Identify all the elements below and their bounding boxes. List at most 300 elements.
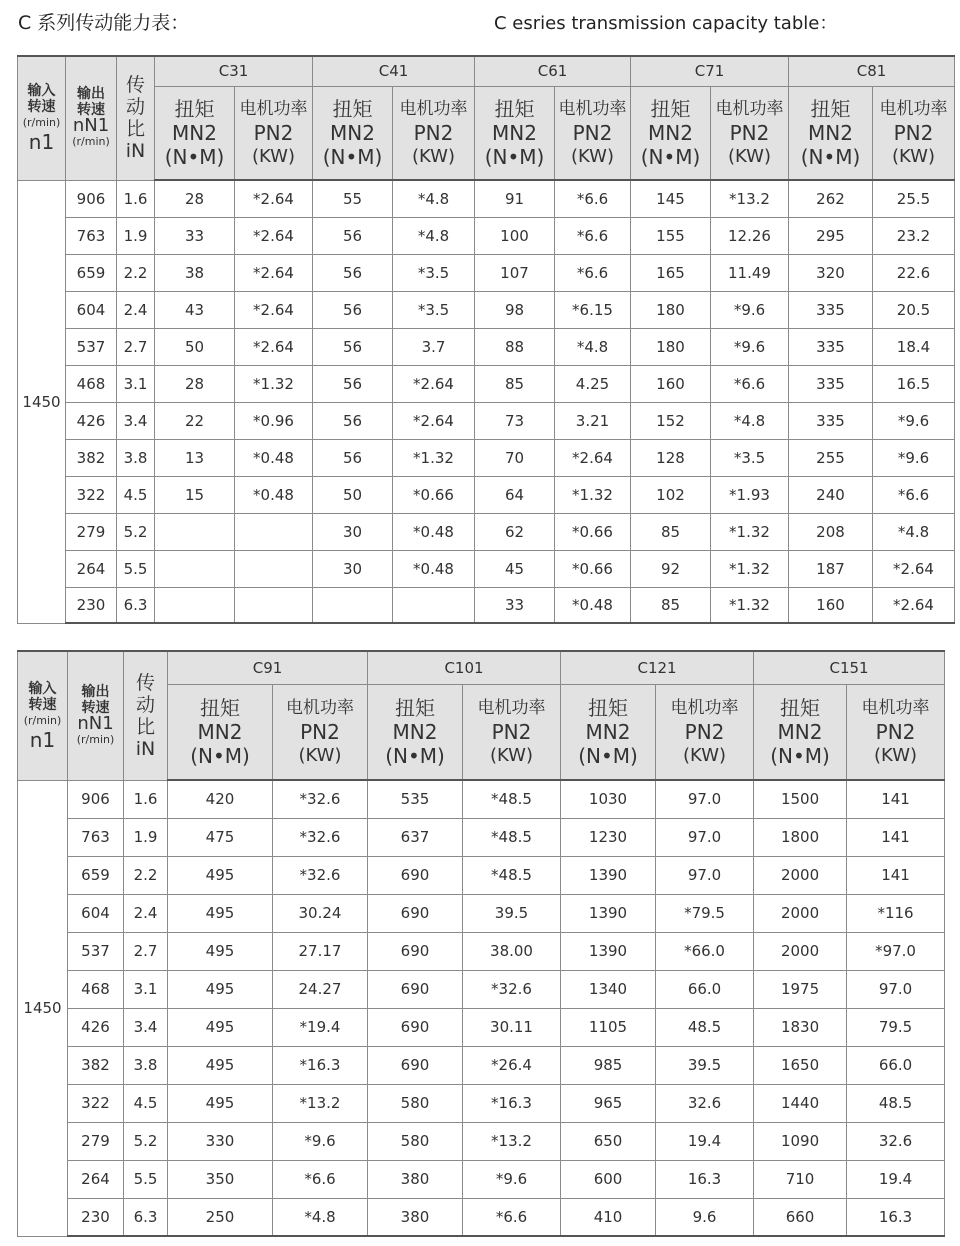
table-row (18, 1084, 945, 1122)
header-line: (KW) (683, 744, 727, 766)
torque-cell: 1230 (561, 818, 656, 856)
torque-cell: 85 (475, 365, 555, 402)
header-line: 电机功率 (879, 98, 948, 119)
output-speed-cell: 537 (66, 328, 117, 365)
torque-cell: 495 (168, 894, 273, 932)
torque-cell: 495 (168, 1008, 273, 1046)
header-line: MN2 (392, 719, 438, 744)
header-line: PN2 (729, 120, 770, 145)
power-cell: *13.2 (463, 1122, 561, 1160)
torque-cell: 56 (313, 328, 393, 365)
header-line: 输入 (28, 680, 57, 697)
header-line: PN2 (893, 120, 934, 145)
header-line: (KW) (727, 145, 771, 167)
table-row (18, 587, 955, 623)
output-speed-cell: 426 (66, 402, 117, 439)
header-power (393, 86, 475, 180)
power-cell: *48.5 (463, 818, 561, 856)
header-line: MN2 (808, 120, 853, 145)
model-header: C71 (631, 56, 789, 86)
ratio-cell: 3.8 (117, 439, 155, 476)
header-input-speed (18, 56, 66, 180)
torque-cell: 1390 (561, 894, 656, 932)
power-cell: 27.17 (273, 932, 368, 970)
model-header: C101 (368, 651, 561, 684)
output-speed-cell: 468 (68, 970, 124, 1008)
header-line: iN (125, 140, 146, 163)
model-header: C151 (754, 651, 945, 684)
header-torque (368, 684, 463, 780)
power-cell: *9.6 (273, 1122, 368, 1160)
power-cell: *3.5 (711, 439, 789, 476)
power-cell: *26.4 (463, 1046, 561, 1084)
torque-cell: 152 (631, 402, 711, 439)
table-row (18, 254, 955, 291)
header-line: 电机功率 (477, 697, 546, 718)
table-row (18, 365, 955, 402)
power-cell: *0.48 (235, 476, 313, 513)
torque-cell: 145 (631, 180, 711, 217)
header-line: 电机功率 (670, 697, 739, 718)
power-cell: 79.5 (847, 1008, 945, 1046)
output-speed-cell: 279 (66, 513, 117, 550)
power-cell: 141 (847, 818, 945, 856)
header-power (273, 684, 368, 780)
power-cell: *4.8 (711, 402, 789, 439)
table-row (18, 476, 955, 513)
ratio-cell: 5.2 (124, 1122, 168, 1160)
output-speed-cell: 382 (66, 439, 117, 476)
torque-cell: 64 (475, 476, 555, 513)
power-cell: 32.6 (847, 1122, 945, 1160)
power-cell: 141 (847, 780, 945, 818)
output-speed-cell: 659 (66, 254, 117, 291)
torque-cell: 91 (475, 180, 555, 217)
header-power (711, 86, 789, 180)
torque-cell: 690 (368, 970, 463, 1008)
header-output-speed (66, 56, 117, 180)
output-speed-cell: 468 (66, 365, 117, 402)
ratio-cell: 5.2 (117, 513, 155, 550)
power-cell: 39.5 (463, 894, 561, 932)
header-torque (313, 86, 393, 180)
torque-cell: 30 (313, 550, 393, 587)
power-cell: *0.66 (555, 550, 631, 587)
power-cell (235, 550, 313, 587)
torque-cell: 70 (475, 439, 555, 476)
torque-cell: 985 (561, 1046, 656, 1084)
torque-cell (313, 587, 393, 623)
torque-cell: 92 (631, 550, 711, 587)
header-line: nN1 (77, 712, 114, 734)
header-line: nN1 (72, 115, 110, 137)
power-cell: *1.32 (711, 513, 789, 550)
header-line: 电机功率 (239, 98, 308, 119)
ratio-cell: 1.6 (124, 780, 168, 818)
header-line: (r/min) (23, 713, 62, 727)
power-cell: *2.64 (393, 365, 475, 402)
power-cell: *1.32 (235, 365, 313, 402)
ratio-cell: 3.4 (124, 1008, 168, 1046)
header-line: 输出 (81, 683, 110, 700)
header-line: MN2 (585, 719, 631, 744)
torque-cell: 495 (168, 932, 273, 970)
table-row (18, 291, 955, 328)
header-line: 输入 (27, 83, 56, 100)
header-line: 比 (135, 715, 155, 738)
capacity-table-1 (17, 55, 955, 624)
torque-cell: 1030 (561, 780, 656, 818)
header-line: (KW) (570, 145, 614, 167)
power-cell: *6.6 (555, 254, 631, 291)
table-row (18, 780, 945, 818)
header-line: 电机功率 (399, 98, 468, 119)
torque-cell: 2000 (754, 894, 847, 932)
power-cell: *6.6 (463, 1198, 561, 1236)
torque-cell: 295 (789, 217, 873, 254)
output-speed-cell: 763 (66, 217, 117, 254)
header-ratio (124, 651, 168, 780)
header-line: (KW) (490, 744, 534, 766)
header-line: PN2 (300, 719, 340, 744)
header-line: PN2 (491, 719, 532, 744)
model-header: C121 (561, 651, 754, 684)
power-cell: 30.24 (273, 894, 368, 932)
power-cell: *1.93 (711, 476, 789, 513)
header-power (463, 684, 561, 780)
power-cell: *13.2 (711, 180, 789, 217)
torque-cell: 43 (155, 291, 235, 328)
ratio-cell: 4.5 (117, 476, 155, 513)
ratio-cell: 3.4 (117, 402, 155, 439)
header-line: 转速 (28, 696, 57, 713)
torque-cell: 98 (475, 291, 555, 328)
torque-cell: 128 (631, 439, 711, 476)
power-cell: *6.6 (555, 217, 631, 254)
torque-cell: 50 (313, 476, 393, 513)
torque-cell: 30 (313, 513, 393, 550)
power-cell: *0.48 (393, 550, 475, 587)
torque-cell: 2000 (754, 932, 847, 970)
torque-cell: 690 (368, 932, 463, 970)
torque-cell: 637 (368, 818, 463, 856)
ratio-cell: 4.5 (124, 1084, 168, 1122)
torque-cell: 710 (754, 1160, 847, 1198)
header-line: (N•M) (385, 743, 445, 768)
table-row (18, 1198, 945, 1236)
torque-cell: 160 (789, 587, 873, 623)
table-row (18, 1046, 945, 1084)
header-power (873, 86, 955, 180)
torque-cell: 28 (155, 365, 235, 402)
header-line: 传 (125, 74, 145, 97)
power-cell: 22.6 (873, 254, 955, 291)
power-cell: *116 (847, 894, 945, 932)
torque-cell: 208 (789, 513, 873, 550)
torque-cell: 50 (155, 328, 235, 365)
power-cell: 38.00 (463, 932, 561, 970)
power-cell: *4.8 (873, 513, 955, 550)
torque-cell: 13 (155, 439, 235, 476)
power-cell: 24.27 (273, 970, 368, 1008)
power-cell: *3.5 (393, 291, 475, 328)
torque-cell: 650 (561, 1122, 656, 1160)
table-row (18, 1122, 945, 1160)
header-line: 输出 (77, 86, 105, 103)
output-speed-cell: 537 (68, 932, 124, 970)
power-cell: *79.5 (656, 894, 754, 932)
torque-cell: 33 (155, 217, 235, 254)
output-speed-cell: 906 (68, 780, 124, 818)
header-line: 转速 (27, 99, 56, 116)
power-cell: *0.48 (235, 439, 313, 476)
power-cell (235, 587, 313, 623)
header-line: 电机功率 (286, 697, 354, 718)
power-cell: *6.6 (873, 476, 955, 513)
header-line: 扭矩 (780, 695, 821, 720)
torque-cell: 495 (168, 856, 273, 894)
power-cell: *4.8 (555, 328, 631, 365)
power-cell: *4.8 (393, 217, 475, 254)
table-row (18, 856, 945, 894)
ratio-cell: 2.2 (117, 254, 155, 291)
header-ratio (117, 56, 155, 180)
torque-cell: 690 (368, 1046, 463, 1084)
ratio-cell: 2.2 (124, 856, 168, 894)
header-line: MN2 (197, 719, 243, 744)
header-line: 扭矩 (588, 695, 629, 720)
torque-cell: 1390 (561, 856, 656, 894)
power-cell: *0.48 (555, 587, 631, 623)
header-line: PN2 (572, 120, 613, 145)
header-line: (r/min) (72, 135, 110, 149)
torque-cell: 495 (168, 1084, 273, 1122)
header-line: PN2 (413, 120, 454, 145)
torque-cell: 1500 (754, 780, 847, 818)
power-cell: *2.64 (555, 439, 631, 476)
power-cell: *1.32 (555, 476, 631, 513)
torque-cell: 56 (313, 254, 393, 291)
power-cell: 16.3 (847, 1198, 945, 1236)
power-cell: 11.49 (711, 254, 789, 291)
header-line: MN2 (777, 719, 823, 744)
power-cell: *2.64 (235, 328, 313, 365)
power-cell: 9.6 (656, 1198, 754, 1236)
power-cell: *1.32 (711, 587, 789, 623)
power-cell: *32.6 (463, 970, 561, 1008)
power-cell: *32.6 (273, 780, 368, 818)
torque-cell (155, 587, 235, 623)
torque-cell: 56 (313, 217, 393, 254)
torque-cell: 330 (168, 1122, 273, 1160)
ratio-cell: 2.7 (124, 932, 168, 970)
header-line: iN (135, 737, 156, 760)
power-cell: *32.6 (273, 818, 368, 856)
header-torque (475, 86, 555, 180)
power-cell: 19.4 (847, 1160, 945, 1198)
header-line: MN2 (172, 120, 217, 145)
power-cell: *66.0 (656, 932, 754, 970)
header-line: (r/min) (76, 732, 115, 746)
header-power (656, 684, 754, 780)
header-line: (N•M) (322, 144, 383, 169)
header-torque (631, 86, 711, 180)
ratio-cell: 2.4 (124, 894, 168, 932)
header-torque (754, 684, 847, 780)
torque-cell: 15 (155, 476, 235, 513)
ratio-cell: 5.5 (117, 550, 155, 587)
torque-cell: 495 (168, 970, 273, 1008)
torque-cell: 85 (631, 587, 711, 623)
power-cell: 66.0 (847, 1046, 945, 1084)
header-line: 电机功率 (715, 98, 784, 119)
output-speed-cell: 230 (68, 1198, 124, 1236)
power-cell: *6.6 (711, 365, 789, 402)
header-line: (N•M) (770, 743, 830, 768)
output-speed-cell: 322 (68, 1084, 124, 1122)
power-cell: *2.64 (235, 180, 313, 217)
header-torque (168, 684, 273, 780)
header-power (555, 86, 631, 180)
power-cell: 97.0 (847, 970, 945, 1008)
torque-cell: 320 (789, 254, 873, 291)
torque-cell: 1975 (754, 970, 847, 1008)
header-line: n1 (28, 130, 55, 155)
torque-cell: 335 (789, 402, 873, 439)
header-line: PN2 (875, 719, 916, 744)
header-line: PN2 (684, 719, 725, 744)
page-title-en: C esries transmission capacity table： (494, 13, 838, 34)
header-power (235, 86, 313, 180)
power-cell: *2.64 (235, 217, 313, 254)
power-cell: 20.5 (873, 291, 955, 328)
torque-cell: 965 (561, 1084, 656, 1122)
power-cell: 18.4 (873, 328, 955, 365)
torque-cell: 22 (155, 402, 235, 439)
power-cell: 3.7 (393, 328, 475, 365)
header-line: 比 (125, 118, 145, 141)
power-cell: *1.32 (711, 550, 789, 587)
torque-cell: 475 (168, 818, 273, 856)
torque-cell: 100 (475, 217, 555, 254)
torque-cell: 56 (313, 365, 393, 402)
ratio-cell: 1.6 (117, 180, 155, 217)
torque-cell: 33 (475, 587, 555, 623)
torque-cell: 155 (631, 217, 711, 254)
power-cell: *2.64 (235, 254, 313, 291)
torque-cell: 250 (168, 1198, 273, 1236)
header-line: (KW) (891, 145, 935, 167)
torque-cell: 690 (368, 1008, 463, 1046)
power-cell: 66.0 (656, 970, 754, 1008)
power-cell: *4.8 (273, 1198, 368, 1236)
power-cell: 97.0 (656, 818, 754, 856)
power-cell: 4.25 (555, 365, 631, 402)
torque-cell: 1090 (754, 1122, 847, 1160)
power-cell: *16.3 (273, 1046, 368, 1084)
power-cell: *0.66 (393, 476, 475, 513)
ratio-cell: 6.3 (124, 1198, 168, 1236)
torque-cell: 1650 (754, 1046, 847, 1084)
ratio-cell: 1.9 (117, 217, 155, 254)
table-row (18, 932, 945, 970)
power-cell: *0.48 (393, 513, 475, 550)
header-line: (KW) (411, 145, 455, 167)
torque-cell: 1105 (561, 1008, 656, 1046)
header-line: 转速 (77, 102, 105, 119)
torque-cell: 73 (475, 402, 555, 439)
torque-cell: 1830 (754, 1008, 847, 1046)
power-cell: *2.64 (873, 550, 955, 587)
torque-cell: 240 (789, 476, 873, 513)
torque-cell: 335 (789, 365, 873, 402)
power-cell: *19.4 (273, 1008, 368, 1046)
ratio-cell: 1.9 (124, 818, 168, 856)
header-line: 扭矩 (200, 695, 240, 720)
header-line: 扭矩 (332, 96, 373, 121)
header-line: 扭矩 (810, 96, 851, 121)
header-line: 电机功率 (861, 697, 930, 718)
header-output-speed (68, 651, 124, 780)
output-speed-cell: 230 (66, 587, 117, 623)
ratio-cell: 3.1 (124, 970, 168, 1008)
torque-cell: 495 (168, 1046, 273, 1084)
power-cell: 30.11 (463, 1008, 561, 1046)
power-cell: 3.21 (555, 402, 631, 439)
torque-cell: 180 (631, 291, 711, 328)
output-speed-cell: 659 (68, 856, 124, 894)
output-speed-cell: 322 (66, 476, 117, 513)
header-line: 扭矩 (494, 96, 535, 121)
power-cell: 48.5 (847, 1084, 945, 1122)
torque-cell: 1440 (754, 1084, 847, 1122)
output-speed-cell: 279 (68, 1122, 124, 1160)
torque-cell: 56 (313, 439, 393, 476)
torque-cell: 102 (631, 476, 711, 513)
power-cell: *9.6 (463, 1160, 561, 1198)
header-line: (N•M) (484, 144, 545, 169)
table-row (18, 328, 955, 365)
power-cell: 16.3 (656, 1160, 754, 1198)
header-line: (KW) (874, 744, 918, 766)
torque-cell: 335 (789, 291, 873, 328)
torque-cell: 56 (313, 402, 393, 439)
power-cell: *48.5 (463, 856, 561, 894)
torque-cell: 187 (789, 550, 873, 587)
table-row (18, 217, 955, 254)
header-line: MN2 (492, 120, 537, 145)
header-line: (r/min) (22, 116, 61, 130)
table-row (18, 550, 955, 587)
header-input-speed (18, 651, 68, 780)
power-cell: 23.2 (873, 217, 955, 254)
output-speed-cell: 264 (68, 1160, 124, 1198)
torque-cell: 165 (631, 254, 711, 291)
power-cell: 97.0 (656, 780, 754, 818)
output-speed-cell: 604 (66, 291, 117, 328)
torque-cell: 38 (155, 254, 235, 291)
power-cell: *2.64 (235, 291, 313, 328)
header-power (847, 684, 945, 780)
input-speed-cell: 1450 (18, 780, 68, 1236)
model-header: C41 (313, 56, 475, 86)
torque-cell: 690 (368, 894, 463, 932)
torque-cell: 535 (368, 780, 463, 818)
power-cell: 19.4 (656, 1122, 754, 1160)
output-speed-cell: 426 (68, 1008, 124, 1046)
power-cell: *1.32 (393, 439, 475, 476)
table-row (18, 180, 955, 217)
